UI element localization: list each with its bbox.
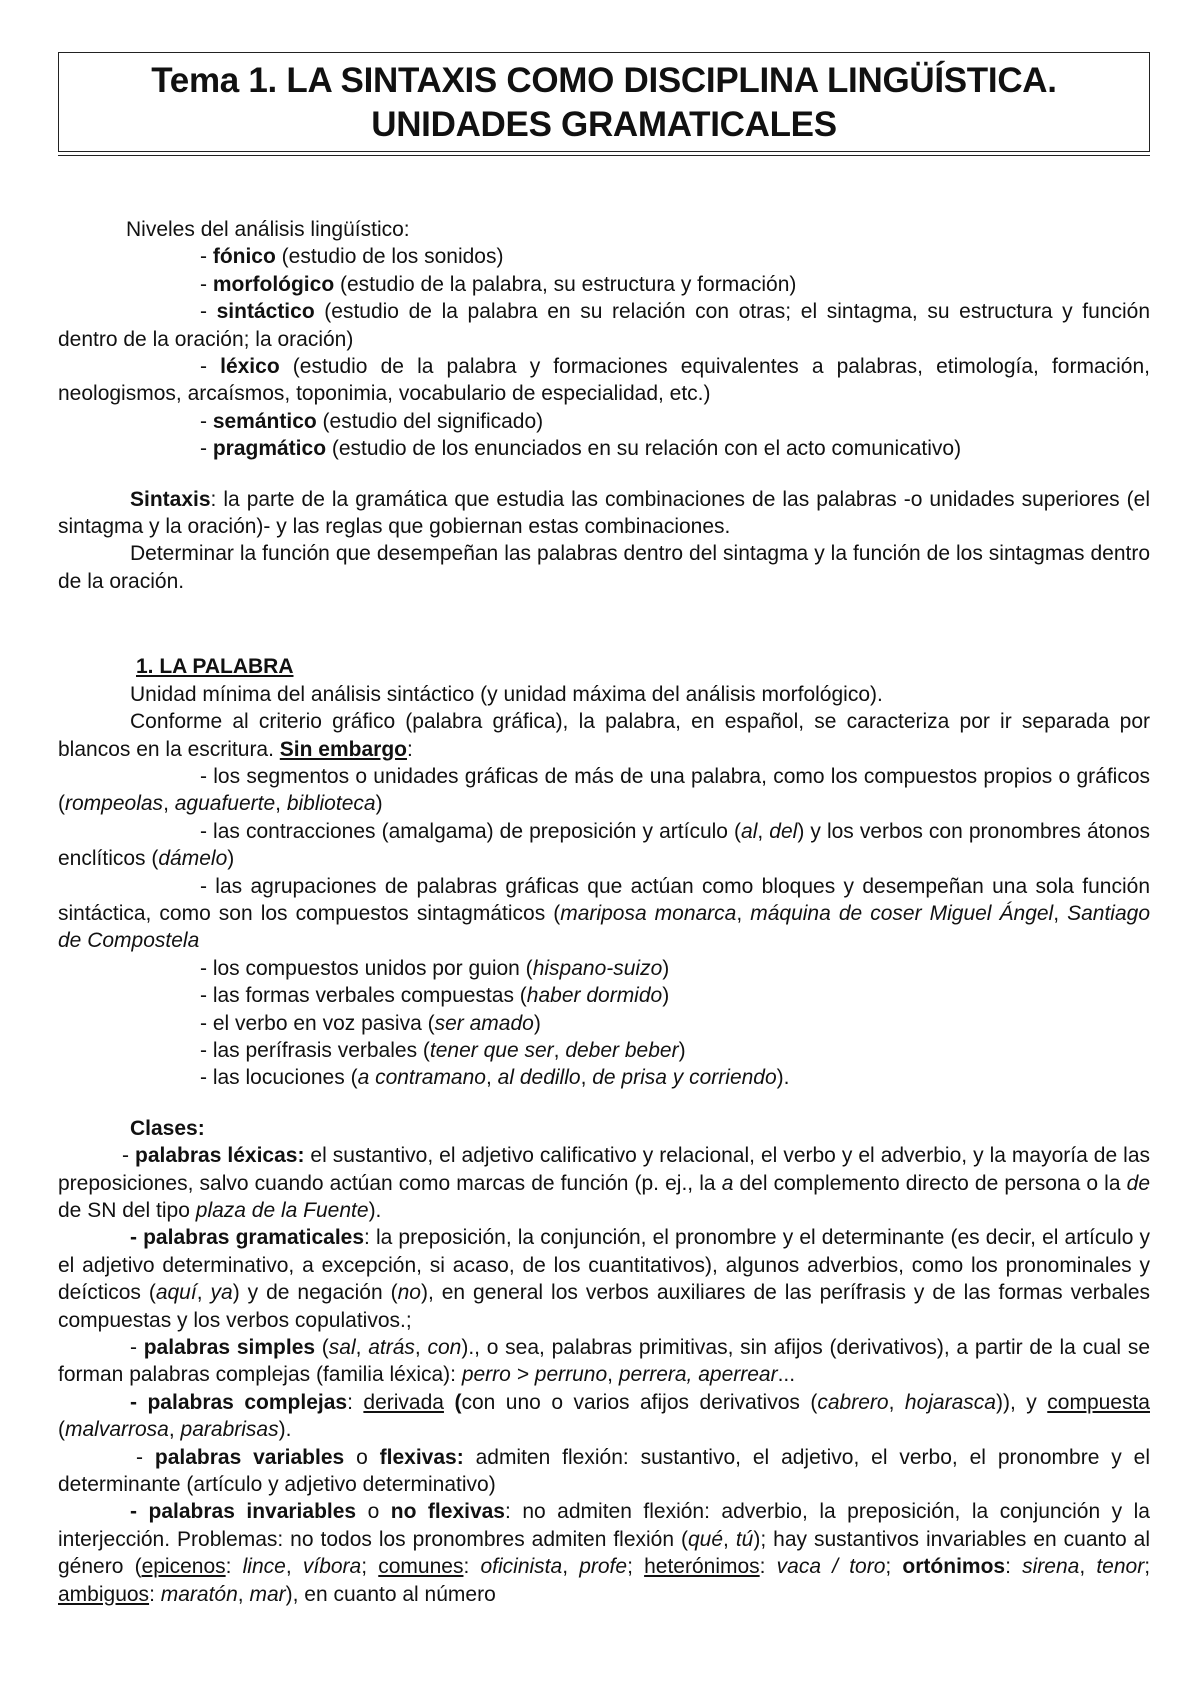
palabra-list-item: - las formas verbales compuestas (haber dormido): [200, 984, 670, 1008]
sintaxis-paragraph-2: Determinar la función que desempeñan las palabras dentro del sintagma y la función de los sintagmas dentro de la oración.: [58, 542, 1150, 593]
nivel-item-fonico: - fónico (estudio de los sonidos): [200, 245, 504, 269]
clase-palabras-simples: - palabras simples (sal, atrás, con)., o sea, palabras primitivas, sin afijos (derivativos), a partir de la cual se forman palabras complejas (familia léxica): perro > perruno, perrera, aperrear...: [58, 1336, 1151, 1387]
clase-palabras-gramaticales: - palabras gramaticales: la preposición, la conjunción, el pronombre y el determinante (es decir, el artículo y el adjetivo determinativo, a excepción, si acaso, de los cuantitativos), algunos adverbios, como los pronominales y deícticos (aquí, ya) y de negación (no), en general los verbos auxiliares de las perífrasis y de las formas verbales compuestas y los verbos copulativos.;: [58, 1226, 1151, 1332]
palabra-list-item: - las contracciones (amalgama) de preposición y artículo (al, del) y los verbos con pronombres átonos enclíticos (dámelo): [58, 819, 1151, 871]
palabra-list-item: - las perífrasis verbales (tener que ser, deber beber): [200, 1038, 686, 1062]
clase-palabras-complejas: - palabras complejas: derivada (con uno o varios afijos derivativos (cabrero, hojarasca)), y compuesta (malvarrosa, parabrisas).: [58, 1390, 1150, 1442]
document-page: [58, 52, 1151, 1606]
nivel-item-sintactico: - sintáctico (estudio de la palabra en su relación con otras; el sintagma, su estructura y función dentro de la oración; la oración): [58, 300, 1151, 351]
palabra-list-item: - el verbo en voz pasiva (ser amado): [200, 1011, 541, 1035]
palabra-paragraph-2: Conforme al criterio gráfico (palabra gráfica), la palabra, en español, se caracteriza por ir separada por blancos en la escritura. Sin embargo:: [58, 710, 1150, 761]
title-box: [58, 52, 1150, 152]
palabra-list-item: - las agrupaciones de palabras gráficas que actúan como bloques y desempeñan una sola función sintáctica, como son los compuestos sintagmáticos (mariposa monarca, máquina de coser Miguel Ángel, Santiago de Compostela: [58, 874, 1150, 953]
nivel-item-pragmatico: - pragmático (estudio de los enunciados en su relación con el acto comunicativo): [200, 437, 962, 461]
clase-palabras-variables: - palabras variables o flexivas: admiten flexión: sustantivo, el adjetivo, el verbo, el pronombre y el determinante (artículo y adjetivo determinativo): [58, 1445, 1151, 1497]
nivel-item-semantico: - semántico (estudio del significado): [200, 409, 544, 433]
title-line-2: UNIDADES GRAMATICALES: [371, 105, 837, 144]
clases-heading: Clases:: [130, 1116, 205, 1140]
clase-palabras-lexicas: - palabras léxicas: el sustantivo, el adjetivo calificativo y relacional, el verbo y el adverbio, y la mayoría de las preposiciones, salvo cuando actúan como marcas de función (p. ej., la a del complemento directo de persona o la de de SN del tipo plaza de la Fuente).: [58, 1144, 1150, 1222]
niveles-intro: Niveles del análisis lingüístico:: [126, 218, 410, 241]
title-line-1: Tema 1. LA SINTAXIS COMO DISCIPLINA LINGÜÍSTICA.: [151, 61, 1057, 100]
title-underline: [58, 155, 1150, 156]
clase-palabras-invariables: - palabras invariables o no flexivas: no admiten flexión: adverbio, la preposición, la conjunción y la interjección. Problemas: no todos los pronombres admiten flexión (qué, tú); hay sustantivos invariables en cuanto al género (epicenos: lince, víbora; comunes: oficinista, profe; heterónimos: vaca / toro; ortónimos: sirena, tenor; ambiguos: maratón, mar), en cuanto al número: [58, 1500, 1151, 1606]
nivel-item-morfologico: - morfológico (estudio de la palabra, su estructura y formación): [200, 272, 797, 296]
section-heading-palabra: 1. LA PALABRA: [136, 655, 294, 679]
sintaxis-definition: Sintaxis: la parte de la gramática que estudia las combinaciones de las palabras -o unidades superiores (el sintagma y la oración)- y las reglas que gobiernan estas combinaciones.: [58, 487, 1150, 539]
palabra-list-item: - las locuciones (a contramano, al dedillo, de prisa y corriendo).: [200, 1066, 790, 1090]
palabra-list-item: - los segmentos o unidades gráficas de más de una palabra, como los compuestos propios o gráficos (rompeolas, aguafuerte, biblioteca): [58, 764, 1150, 816]
palabra-paragraph-1: Unidad mínima del análisis sintáctico (y unidad máxima del análisis morfológico).: [130, 682, 883, 706]
palabra-list-item: - los compuestos unidos por guion (hispano-suizo): [200, 956, 670, 980]
nivel-item-lexico: - léxico (estudio de la palabra y formaciones equivalentes a palabras, etimología, formación, neologismos, arcaísmos, toponimia, vocabulario de especialidad, etc.): [58, 355, 1151, 406]
document-body: [58, 216, 1150, 1608]
